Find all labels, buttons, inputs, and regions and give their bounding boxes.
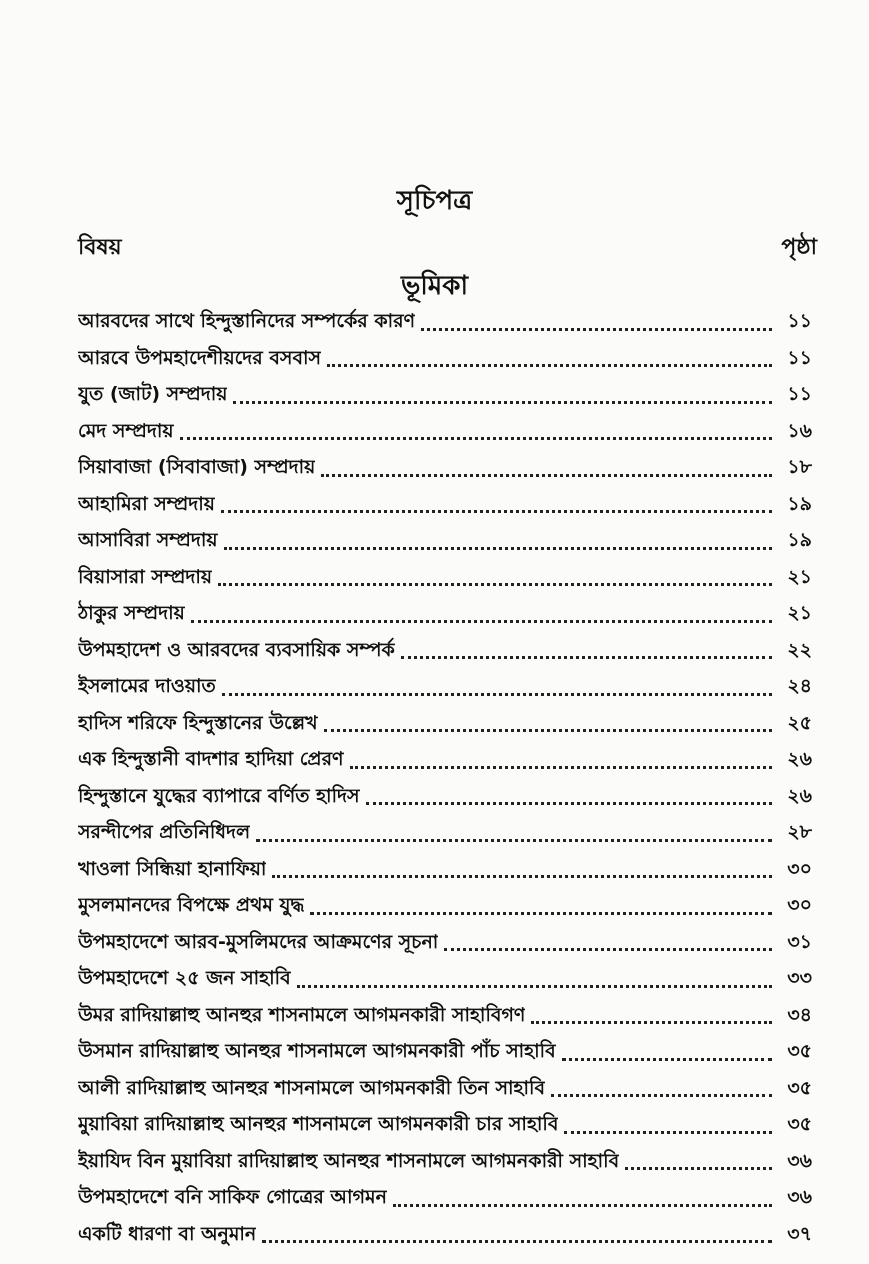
toc-entry-title: ঠাকুর সম্প্রদায় (78, 602, 185, 625)
toc-entry-page: ৩০ (787, 894, 812, 917)
toc-entry-title: হাদিস শরিফে হিন্দুস্তানের উল্লেখ (78, 711, 318, 734)
toc-entry-page: ১৬ (787, 419, 812, 442)
toc-entry-title: উসমান রাদিয়াল্লাহু আনহুর শাসনামলে আগমনকারী পাঁচ সাহাবি (78, 1040, 556, 1063)
toc-entry (78, 1145, 812, 1182)
toc-entry (78, 1108, 812, 1145)
toc-entry (78, 889, 812, 926)
toc-entry-title: উপমহাদেশে ২৫ জন সাহাবি (78, 967, 291, 990)
toc-entry (78, 634, 812, 671)
toc-entry-title: সরন্দীপের প্রতিনিধিদল (78, 821, 251, 844)
dot-leader (444, 946, 772, 951)
dot-leader (218, 581, 772, 586)
toc-entry (78, 926, 812, 963)
dot-leader (224, 545, 772, 550)
toc-entry (78, 780, 812, 817)
toc-entry-title: যুত (জাট) সম্প্রদায় (78, 383, 228, 406)
dot-leader (401, 654, 772, 659)
toc-entry-title: আহামিরা সম্প্রদায় (78, 492, 215, 515)
toc-entry (78, 853, 812, 890)
toc-entry-page: ১৮ (787, 456, 812, 479)
toc-entry-page: ২৮ (787, 821, 812, 844)
toc-entry-page: ৩১ (787, 930, 812, 953)
toc-entry-page: ৩৭ (787, 1222, 812, 1245)
toc-entry (78, 707, 812, 744)
toc-entry-title: ইয়াযিদ বিন মুয়াবিয়া রাদিয়াল্লাহু আনহুর শাসনামলে আগমনকারী সাহাবি (78, 1149, 620, 1172)
toc-entry (78, 670, 812, 707)
toc-entry-page: ৩০ (787, 857, 812, 880)
toc-entry-page: ১১ (787, 310, 812, 333)
toc-entry (78, 816, 812, 853)
toc-entry-title: উমর রাদিয়াল্লাহু আনহুর শাসনামলে আগমনকারী সাহাবিগণ (78, 1003, 526, 1026)
section-heading: ভূমিকা (401, 271, 468, 301)
toc-entry (78, 1072, 812, 1109)
toc-entry (78, 962, 812, 999)
toc-entry-title: একটি ধারণা বা অনুমান (78, 1222, 257, 1245)
toc-entry (78, 305, 812, 342)
toc-entry (78, 342, 812, 379)
dot-leader (562, 1056, 772, 1061)
toc-entry-page: ২১ (787, 565, 812, 588)
toc-entry-title: খাওলা সিন্ধিয়া হানাফিয়া (78, 857, 267, 880)
toc-entry-page: ১৯ (787, 492, 812, 515)
dot-leader (310, 910, 772, 915)
toc-entry-title: মুসলমানদের বিপক্ষে প্রথম যুদ্ধ (78, 894, 305, 917)
toc-entry-title: আরবে উপমহাদেশীয়দের বসবাস (78, 346, 322, 369)
toc-entry-title: মুয়াবিয়া রাদিয়াল্লাহু আনহুর শাসনামলে আগমনকারী চার সাহাবি (78, 1113, 559, 1136)
dot-leader (327, 362, 772, 367)
toc-entry-page: ২৬ (787, 784, 812, 807)
page-column-header: পৃষ্ঠা (781, 235, 817, 260)
toc-entry-title: এক হিন্দুস্তানী বাদশার হাদিয়া প্রেরণ (78, 748, 344, 771)
toc-entry-title: মেদ সম্প্রদায় (78, 419, 174, 442)
toc-entry-page: ৩৪ (787, 1003, 812, 1026)
dot-leader (297, 983, 772, 988)
toc-entry-page: ২১ (787, 602, 812, 625)
toc-entry (78, 451, 812, 488)
dot-leader (256, 837, 772, 842)
toc-entry-title: বিয়াসারা সম্প্রদায় (78, 565, 213, 588)
toc-entry-page: ২৬ (787, 748, 812, 771)
dot-leader (366, 800, 772, 805)
dot-leader (233, 399, 772, 404)
dot-leader (350, 764, 772, 769)
toc-entry (78, 1181, 812, 1218)
toc-entry-title: উপমহাদেশে আরব-মুসলিমদের আক্রমণের সূচনা (78, 930, 439, 953)
toc-entry (78, 999, 812, 1036)
dot-leader (324, 727, 772, 732)
toc-entry-title: ইসলামের দাওয়াত (78, 675, 216, 698)
dot-leader (321, 472, 772, 477)
dot-leader (262, 1238, 772, 1243)
dot-leader (531, 1019, 772, 1024)
toc-entry (78, 561, 812, 598)
toc-entry-page: ৩৬ (787, 1149, 812, 1172)
toc-entry-title: আসাবিরা সম্প্রদায় (78, 529, 218, 552)
toc-entry (78, 415, 812, 452)
toc-entry-title: উপমহাদেশ ও আরবদের ব্যবসায়িক সম্পর্ক (78, 638, 395, 661)
dot-leader (393, 1202, 772, 1207)
toc-entry-page: ১১ (787, 346, 812, 369)
toc-entry-page: ৩৫ (787, 1040, 812, 1063)
toc-entry (78, 378, 812, 415)
toc-entry (78, 743, 812, 780)
toc-entry-page: ২৪ (787, 675, 812, 698)
dot-leader (625, 1165, 772, 1170)
dot-leader (564, 1129, 772, 1134)
toc-entry (78, 1035, 812, 1072)
page-title: সূচিপত্র (396, 186, 473, 216)
dot-leader (180, 435, 772, 440)
toc-entry-title: হিন্দুস্তানে যুদ্ধের ব্যাপারে বর্ণিত হাদিস (78, 784, 360, 807)
toc-entry-page: ২২ (787, 638, 812, 661)
toc-entry-title: উপমহাদেশে বনি সাকিফ গোত্রের আগমন (78, 1186, 387, 1209)
dot-leader (272, 873, 772, 878)
toc-entry (78, 488, 812, 525)
toc-entry-title: আলী রাদিয়াল্লাহু আনহুর শাসনামলে আগমনকারী তিন সাহাবি (78, 1076, 546, 1099)
subject-column-header: বিষয় (78, 235, 122, 260)
toc-entry-title: সিয়াবাজা (সিবাবাজা) সম্প্রদায় (78, 456, 316, 479)
toc-entry (78, 524, 812, 561)
toc-entry-page: ১৯ (787, 529, 812, 552)
toc-list (78, 305, 812, 1254)
toc-entry-page: ১১ (787, 383, 812, 406)
dot-leader (191, 618, 772, 623)
dot-leader (222, 691, 772, 696)
toc-entry (78, 1218, 812, 1255)
toc-entry-page: ২৫ (787, 711, 812, 734)
dot-leader (551, 1092, 772, 1097)
toc-entry-page: ৩৩ (787, 967, 812, 990)
toc-entry-page: ৩৫ (787, 1076, 812, 1099)
toc-entry-page: ৩৫ (787, 1113, 812, 1136)
dot-leader (421, 326, 772, 331)
toc-entry (78, 597, 812, 634)
toc-entry-page: ৩৬ (787, 1186, 812, 1209)
toc-entry-title: আরবদের সাথে হিন্দুস্তানিদের সম্পর্কের কারণ (78, 310, 416, 333)
dot-leader (221, 508, 772, 513)
